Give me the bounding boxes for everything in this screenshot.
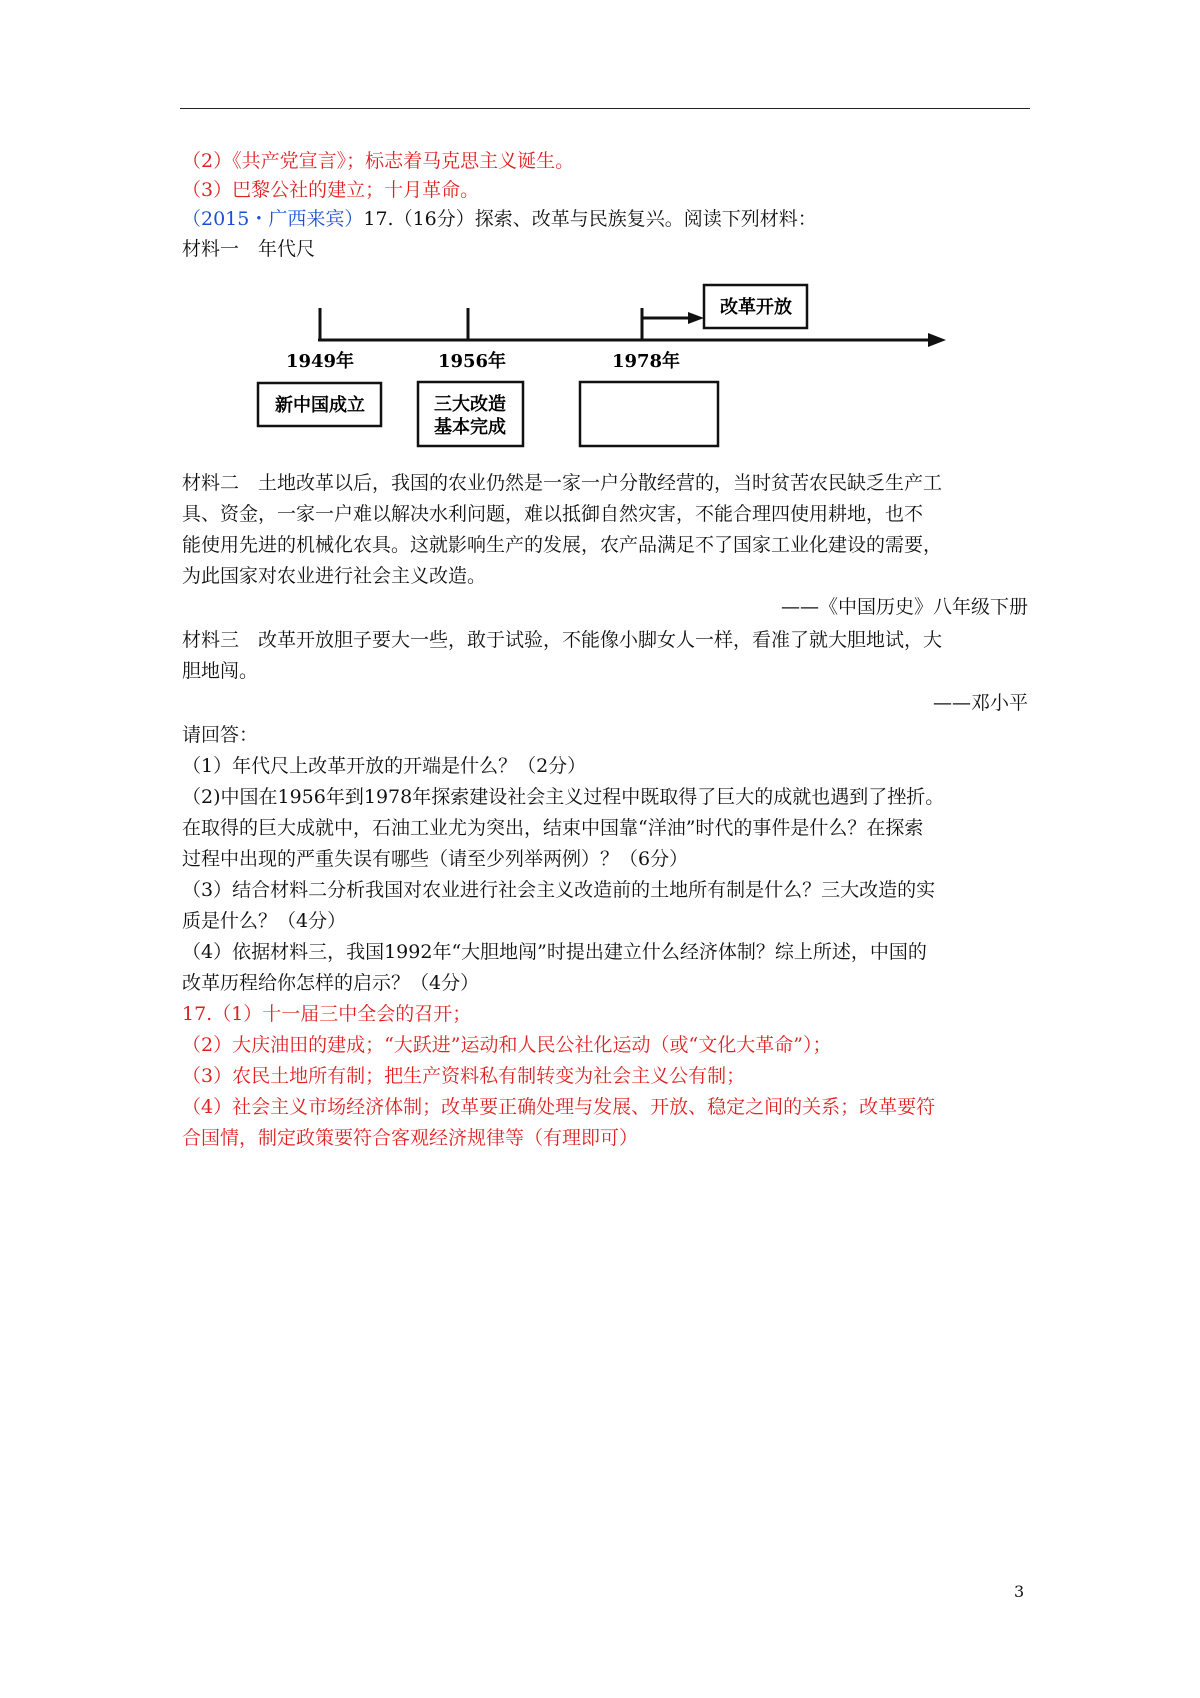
material2-source: ——《中国历史》八年级下册 [780,596,1028,618]
reform-arrowhead [688,312,704,324]
box-three-reforms-line1: 三大改造 [434,394,506,415]
material1-label: 材料一 年代尺 [182,238,316,260]
answer-prev-3: （3）巴黎公社的建立；十月革命。 [182,179,480,201]
material2-line-4: 为此国家对农业进行社会主义改造。 [182,565,487,587]
reform-box-label: 改革开放 [720,297,792,318]
question-2-line-3: 过程中出现的严重失误有哪些（请至少列举两例）？（6分） [182,848,689,870]
box-blank-1978 [580,382,718,446]
timeline-arrowhead [928,333,946,347]
answer-4-line-1: （4）社会主义市场经济体制；改革要正确处理与发展、开放、稳定之间的关系；改革要符 [182,1096,936,1118]
answer-2: （2）大庆油田的建成；“大跃进”运动和人民公社化运动（或“文化大革命”）； [182,1034,832,1056]
material2-line-3: 能使用先进的机械化农具。这就影响生产的发展，农产品满足不了国家工业化建设的需要， [182,534,943,556]
timeline-diagram [0,0,1200,470]
material3-source: ——邓小平 [932,692,1028,714]
material3-line-1: 材料三 改革开放胆子要大一些，敢于试验，不能像小脚女人一样，看准了就大胆地试，大 [182,629,943,651]
question-3-line-2: 质是什么？（4分） [182,910,347,932]
answer-3: （3）农民土地所有制；把生产资料私有制转变为社会主义公有制； [182,1065,746,1087]
prompt: 请回答： [182,724,259,746]
answer-prev-2: （2）《共产党宣言》；标志着马克思主义诞生。 [182,150,575,172]
question-2-line-2: 在取得的巨大成就中，石油工业尤为突出，结束中国靠“洋油”时代的事件是什么？在探索 [182,817,924,839]
box-three-reforms-line2: 基本完成 [434,417,506,438]
year-1978: 1978年 [611,351,681,372]
answer-4-line-2: 合国情，制定政策要符合客观经济规律等（有理即可） [182,1127,639,1149]
answer-1: 17.（1）十一届三中全会的召开； [182,1003,472,1025]
question-intro: 17.（16分）探索、改革与民族复兴。阅读下列材料： [363,208,817,230]
year-1956: 1956年 [437,351,507,372]
material3-line-2: 胆地闯。 [182,660,259,682]
material2-line-1: 材料二 土地改革以后，我国的农业仍然是一家一户分散经营的，当时贫苦农民缺乏生产工 [182,472,943,494]
question-1: （1）年代尺上改革开放的开端是什么？（2分） [182,755,587,777]
material2-line-2: 具、资金，一家一户难以解决水利问题，难以抵御自然灾害，不能合理四使用耕地，也不 [182,503,924,525]
question-4-line-1: （4）依据材料三，我国1992年“大胆地闯”时提出建立什么经济体制？综上所述，中国的 [182,941,927,963]
question-source: （2015・广西来宾） [182,208,364,230]
box-new-china-label: 新中国成立 [275,395,365,416]
question-4-line-2: 改革历程给你怎样的启示？（4分） [182,972,480,994]
question-3-line-1: （3）结合材料二分析我国对农业进行社会主义改造前的土地所有制是什么？三大改造的实 [182,879,936,901]
year-1949: 1949年 [285,351,355,372]
question-2-line-1: （2)中国在1956年到1978年探索建设社会主义过程中既取得了巨大的成就也遇到了挫折。 [182,786,945,808]
page-number: 3 [1014,1582,1025,1601]
